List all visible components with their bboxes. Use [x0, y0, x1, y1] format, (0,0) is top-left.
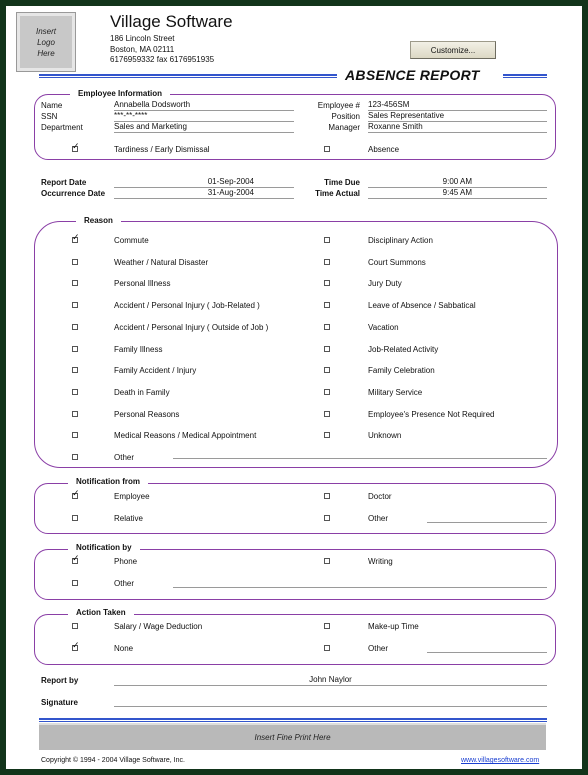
- reason-leave-of-absence-sabbatical-checkbox[interactable]: [324, 302, 330, 308]
- reason-unknown-label: Unknown: [368, 431, 402, 441]
- notification-doctor-checkbox[interactable]: [324, 493, 330, 499]
- time-due-label: Time Due: [324, 178, 360, 187]
- reason-job-related-activity-label: Job-Related Activity: [368, 344, 439, 354]
- employee-number-label: Employee #: [317, 101, 360, 110]
- reason-court-summons-label: Court Summons: [368, 257, 426, 267]
- report-date-field[interactable]: 01-Sep-2004: [114, 177, 294, 188]
- reason-personal-reasons-checkbox[interactable]: [72, 411, 78, 417]
- reason-commute-checkbox[interactable]: [72, 237, 78, 243]
- company-phones: 6176959332 fax 6176951935: [110, 55, 215, 64]
- customize-button[interactable]: Customize...: [410, 41, 496, 59]
- report-title: ABSENCE REPORT: [345, 67, 480, 83]
- notification-relative-label: Relative: [114, 514, 143, 523]
- employee-number-field[interactable]: 123-456SM: [368, 100, 547, 111]
- notification-from-other-label: Other: [368, 514, 389, 523]
- logo-placeholder[interactable]: [16, 12, 76, 72]
- notification-from-other-line[interactable]: [427, 522, 547, 523]
- name-field[interactable]: Annabella Dodsworth: [114, 100, 294, 111]
- notification-phone-checkbox[interactable]: [72, 558, 78, 564]
- logo-text-1: Insert: [35, 26, 56, 36]
- company-address: [110, 34, 214, 66]
- company-name: Village Software: [110, 12, 233, 31]
- notification-from-legend: Notification from: [68, 477, 148, 486]
- notification-employee-checkbox[interactable]: [72, 493, 78, 499]
- reason-weather-natural-disaster-checkbox[interactable]: [72, 259, 78, 265]
- header-rule-left: [39, 74, 337, 78]
- reason-weather-natural-disaster-label: Weather / Natural Disaster: [114, 257, 209, 267]
- reason-family-celebration-checkbox[interactable]: [324, 367, 330, 373]
- company-street: 186 Lincoln Street: [110, 34, 175, 43]
- reason-family-accident-injury-label: Family Accident / Injury: [114, 366, 197, 376]
- reason-employee-s-presence-not-required-checkbox[interactable]: [324, 411, 330, 417]
- reason-military-service-label: Military Service: [368, 387, 423, 397]
- reason-unknown-checkbox[interactable]: [324, 432, 330, 438]
- notification-relative-checkbox[interactable]: [72, 515, 78, 521]
- position-field[interactable]: Sales Representative: [368, 111, 547, 122]
- reason-other-label: Other: [114, 453, 135, 462]
- action-none-label: None: [114, 644, 134, 653]
- notification-by-legend: Notification by: [68, 543, 140, 552]
- ssn-field[interactable]: ***-**-****: [114, 111, 294, 122]
- reason-personal-reasons-label: Personal Reasons: [114, 409, 180, 419]
- action-none-checkbox[interactable]: [72, 645, 78, 651]
- reason-accident-personal-injury-outside-of-job-checkbox[interactable]: [72, 324, 78, 330]
- reason-court-summons-checkbox[interactable]: [324, 259, 330, 265]
- ssn-label: SSN: [41, 112, 58, 121]
- action-other-label: Other: [368, 644, 389, 653]
- reason-vacation-label: Vacation: [368, 322, 399, 332]
- reason-other-line[interactable]: [173, 458, 547, 459]
- reason-death-in-family-label: Death in Family: [114, 387, 170, 397]
- notification-writing-checkbox[interactable]: [324, 558, 330, 564]
- reason-military-service-checkbox[interactable]: [324, 389, 330, 395]
- action-salary-label: Salary / Wage Deduction: [114, 622, 203, 631]
- reason-death-in-family-checkbox[interactable]: [72, 389, 78, 395]
- employee-info-legend: Employee Information: [70, 89, 170, 98]
- notification-from-section: [34, 483, 556, 534]
- reason-legend: Reason: [76, 216, 121, 225]
- copyright-text: Copyright © 1994 - 2004 Village Software, Inc.: [41, 757, 185, 764]
- reason-medical-reasons-medical-appointment-label: Medical Reasons / Medical Appointment: [114, 431, 257, 441]
- action-makeup-label: Make-up Time: [368, 622, 419, 631]
- reason-accident-personal-injury-outside-of-job-label: Accident / Personal Injury ( Outside of Job ): [114, 322, 269, 332]
- fine-print-box: Insert Fine Print Here: [39, 723, 546, 750]
- reason-accident-personal-injury-job-related-label: Accident / Personal Injury ( Job-Related ): [114, 301, 260, 311]
- absence-label: Absence: [368, 145, 400, 154]
- reason-family-accident-injury-checkbox[interactable]: [72, 367, 78, 373]
- reason-accident-personal-injury-job-related-checkbox[interactable]: [72, 302, 78, 308]
- reason-disciplinary-action-label: Disciplinary Action: [368, 236, 433, 245]
- reason-vacation-checkbox[interactable]: [324, 324, 330, 330]
- occurrence-date-label: Occurrence Date: [41, 189, 106, 198]
- absence-checkbox[interactable]: [324, 146, 330, 152]
- reason-jury-duty-label: Jury Duty: [368, 279, 402, 289]
- position-label: Position: [331, 112, 360, 121]
- notification-by-section: [34, 549, 556, 600]
- notification-from-other-checkbox[interactable]: [324, 515, 330, 521]
- report-date-label: Report Date: [41, 178, 87, 187]
- reason-job-related-activity-checkbox[interactable]: [324, 346, 330, 352]
- action-taken-section: [34, 614, 556, 665]
- tardiness-label: Tardiness / Early Dismissal: [114, 145, 210, 154]
- tardiness-checkbox[interactable]: [72, 146, 78, 152]
- header-rule-right: [503, 74, 547, 78]
- reason-section: [34, 221, 558, 468]
- manager-label: Manager: [328, 123, 360, 132]
- manager-field[interactable]: Roxanne Smith: [368, 122, 547, 133]
- notification-by-other-line[interactable]: [173, 587, 547, 588]
- reason-family-illness-checkbox[interactable]: [72, 346, 78, 352]
- reason-disciplinary-action-checkbox[interactable]: [324, 237, 330, 243]
- action-salary-checkbox[interactable]: [72, 623, 78, 629]
- notification-phone-label: Phone: [114, 557, 138, 566]
- action-other-checkbox[interactable]: [324, 645, 330, 651]
- reason-other-checkbox[interactable]: [72, 454, 78, 460]
- reason-family-celebration-label: Family Celebration: [368, 366, 435, 376]
- reason-personal-illness-label: Personal Illness: [114, 279, 171, 289]
- footer-rule: [39, 718, 547, 722]
- website-link[interactable]: www.villagesoftware.com: [461, 757, 540, 764]
- logo-text-3: Here: [37, 48, 55, 58]
- company-city: Boston, MA 02111: [110, 44, 175, 54]
- action-makeup-checkbox[interactable]: [324, 623, 330, 629]
- absence-report-page: [6, 6, 582, 769]
- reason-commute-label: Commute: [114, 236, 149, 245]
- occurrence-date-field[interactable]: 31-Aug-2004: [114, 188, 294, 199]
- action-other-line[interactable]: [427, 652, 547, 653]
- time-due-field[interactable]: 9:00 AM: [368, 177, 547, 188]
- report-by-field[interactable]: John Naylor: [114, 675, 547, 686]
- action-taken-legend: Action Taken: [68, 608, 134, 617]
- name-label: Name: [41, 101, 63, 110]
- reason-jury-duty-checkbox[interactable]: [324, 280, 330, 286]
- reason-leave-of-absence-sabbatical-label: Leave of Absence / Sabbatical: [368, 301, 476, 311]
- reason-family-illness-label: Family Illness: [114, 344, 163, 354]
- department-label: Department: [41, 123, 83, 132]
- signature-line[interactable]: [114, 706, 547, 707]
- notification-doctor-label: Doctor: [368, 492, 392, 501]
- notification-by-other-label: Other: [114, 579, 135, 588]
- signature-label: Signature: [41, 698, 78, 707]
- reason-personal-illness-checkbox[interactable]: [72, 280, 78, 286]
- department-field[interactable]: Sales and Marketing: [114, 122, 294, 133]
- notification-by-other-checkbox[interactable]: [72, 580, 78, 586]
- time-actual-label: Time Actual: [315, 189, 360, 198]
- reason-employee-s-presence-not-required-label: Employee's Presence Not Required: [368, 409, 495, 419]
- notification-employee-label: Employee: [114, 492, 150, 501]
- time-actual-field[interactable]: 9:45 AM: [368, 188, 547, 199]
- reason-medical-reasons-medical-appointment-checkbox[interactable]: [72, 432, 78, 438]
- report-by-label: Report by: [41, 676, 79, 685]
- notification-writing-label: Writing: [368, 557, 393, 566]
- logo-text-2: Logo: [37, 37, 55, 47]
